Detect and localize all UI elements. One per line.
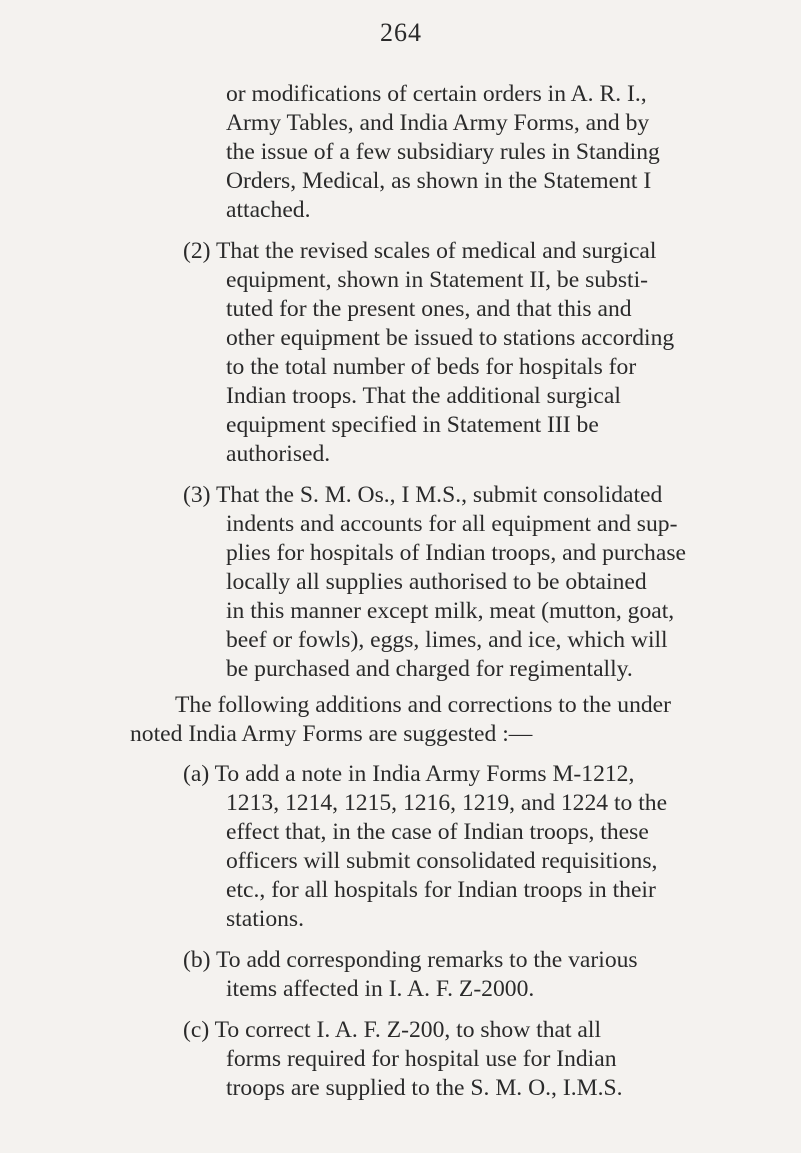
text-line: effect that, in the case of Indian troops, these — [226, 819, 649, 845]
text-line: The following additions and corrections to the under — [175, 692, 671, 718]
text-line: or modifications of certain orders in A. R. I., — [226, 81, 647, 107]
text-line: beef or fowls), eggs, limes, and ice, which will — [226, 627, 668, 653]
text-line: to the total number of beds for hospitals for — [226, 354, 637, 380]
text-line: Army Tables, and India Army Forms, and by — [226, 110, 650, 136]
text-line: officers will submit consolidated requisitions, — [226, 848, 658, 874]
text-line: the issue of a few subsidiary rules in Standing — [226, 139, 660, 165]
text-line: 1213, 1214, 1215, 1216, 1219, and 1224 to the — [226, 790, 668, 816]
text-line: plies for hospitals of Indian troops, and purchase — [226, 540, 686, 566]
text-line: equipment, shown in Statement II, be substi- — [226, 267, 649, 293]
text-line: troops are supplied to the S. M. O., I.M.S. — [226, 1075, 623, 1101]
text-line: in this manner except milk, meat (mutton, goat, — [226, 598, 675, 624]
text-line: Indian troops. That the additional surgical — [226, 383, 621, 409]
page-number: 264 — [380, 18, 422, 47]
text-line: (2) That the revised scales of medical and surgical — [183, 238, 657, 264]
text-line: be purchased and charged for regimentally. — [226, 656, 633, 682]
text-line: items affected in I. A. F. Z-2000. — [226, 976, 535, 1002]
text-line: forms required for hospital use for Indian — [226, 1046, 617, 1072]
text-line: stations. — [226, 906, 304, 932]
text-line: Orders, Medical, as shown in the Statement I — [226, 168, 652, 194]
text-line: (c) To correct I. A. F. Z-200, to show that all — [183, 1017, 601, 1043]
text-line: (a) To add a note in India Army Forms M-1212, — [183, 761, 635, 787]
text-line: equipment specified in Statement III be — [226, 412, 599, 438]
text-line: authorised. — [226, 441, 331, 467]
text-line: (b) To add corresponding remarks to the various — [183, 947, 638, 973]
text-line: indents and accounts for all equipment and sup- — [226, 511, 678, 537]
text-line: noted India Army Forms are suggested :— — [130, 721, 533, 747]
text-line: locally all supplies authorised to be obtained — [226, 569, 647, 595]
text-line: other equipment be issued to stations according — [226, 325, 675, 351]
text-line: (3) That the S. M. Os., I M.S., submit consolidated — [183, 482, 663, 508]
text-line: etc., for all hospitals for Indian troops in their — [226, 877, 656, 903]
text-line: tuted for the present ones, and that this and — [226, 296, 632, 322]
text-line: attached. — [226, 197, 311, 223]
